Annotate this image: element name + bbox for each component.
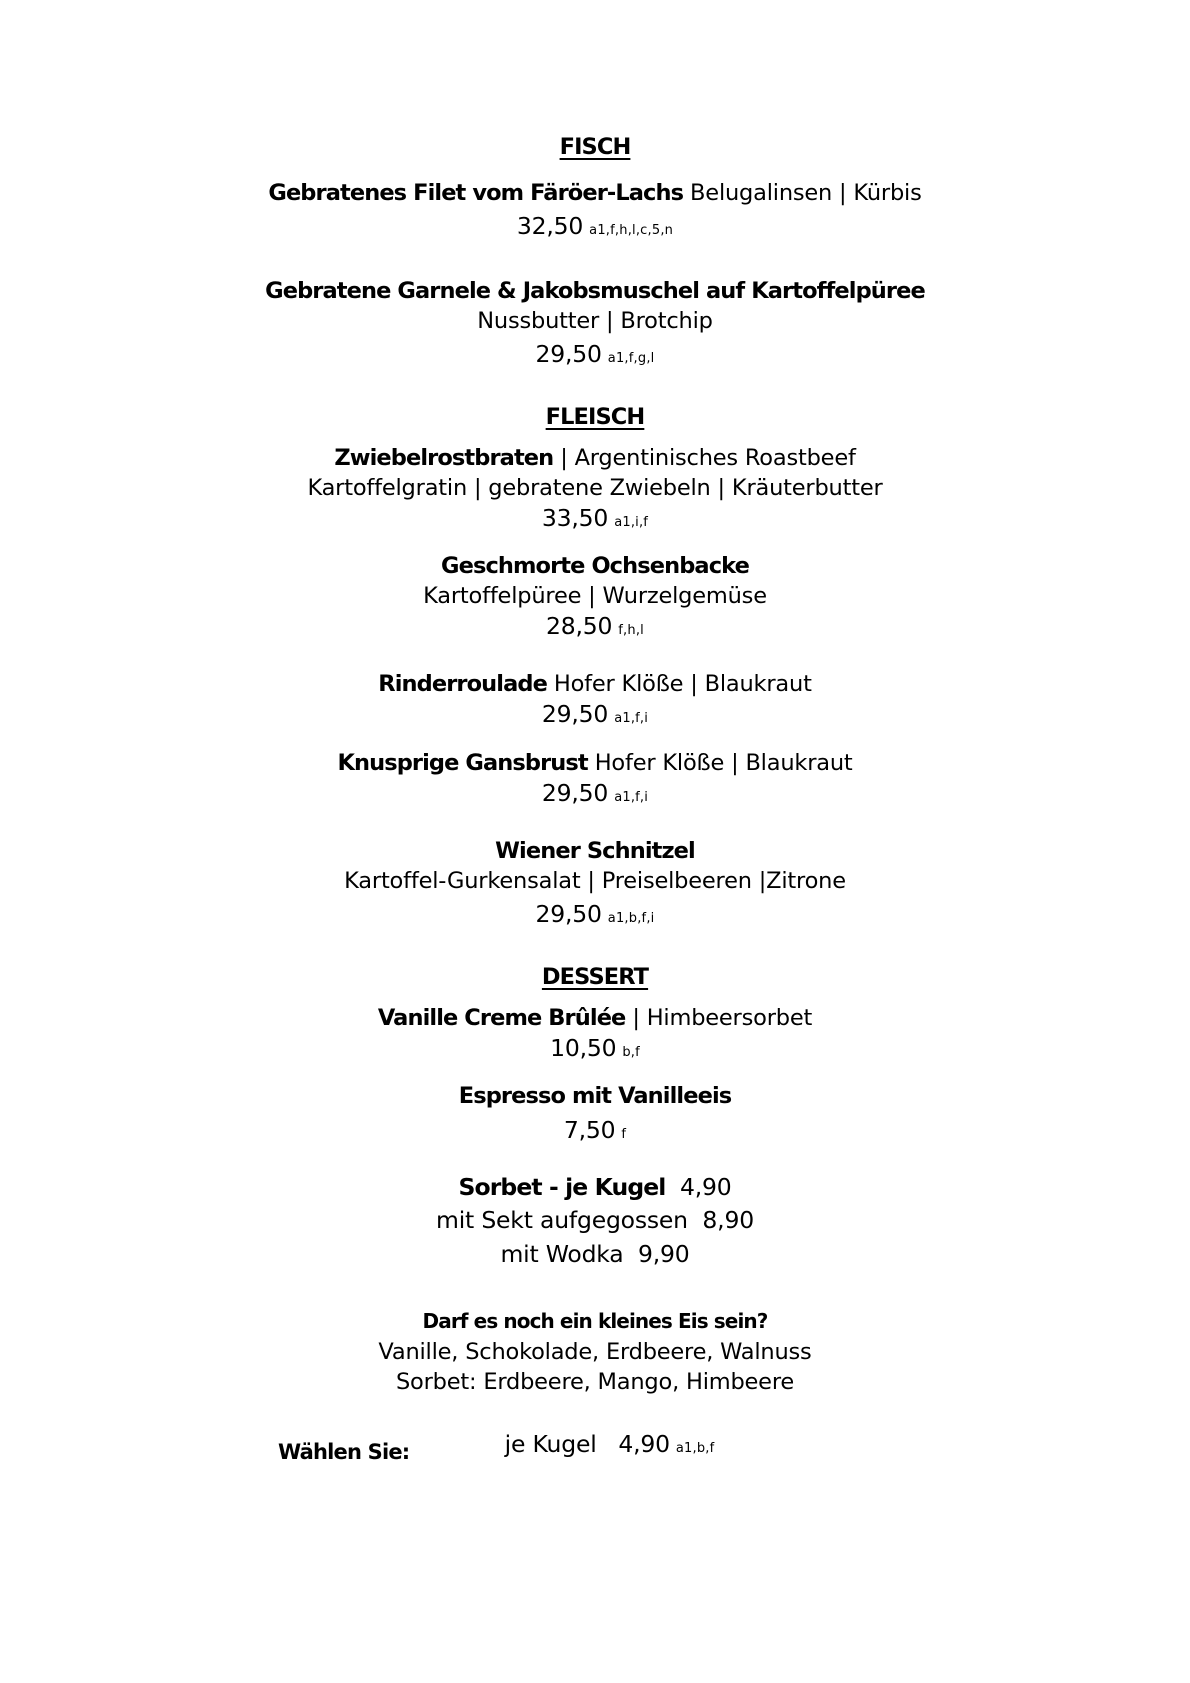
price-line-gansbrust [0,778,1190,813]
eis-sorbet-sorten: Sorbet: Erdbeere, Mango, Himbeere [395,1369,795,1395]
dish-name-ochsenbacke: Geschmorte Ochsenbacke [441,553,749,579]
section-heading-dessert: DESSERT [541,964,649,990]
eis-question: Darf es noch ein kleines Eis sein? [422,1309,768,1333]
allergens: a1,f,g,l [607,351,655,366]
menu-item-sorbet [0,1172,1190,1202]
dish-sides: Hofer Klöße | Blaukraut [546,671,812,697]
dish-name-espresso: Espresso mit Vanilleeis [458,1083,732,1109]
allergens: a1,b,f [675,1441,715,1456]
menu-item-zwiebelrostbraten [0,443,1190,473]
dish-sides-zwiebelrostbraten: Kartoffelgratin | gebratene Zwiebeln | Kräuterbutter [307,475,883,501]
allergens: f [621,1127,627,1142]
price: 29,50 [535,340,602,368]
price-line-zwiebelrostbraten [0,503,1190,538]
dish-sides: | Argentinisches Roastbeef [553,445,856,471]
dish-name: Sorbet - je Kugel [458,1173,666,1201]
price: 10,50 [550,1034,617,1062]
price-line-ochsenbacke [0,611,1190,646]
menu-item-lachs [0,178,1190,208]
dish-name-schnitzel: Wiener Schnitzel [495,838,695,864]
price: je Kugel 4,90 [504,1430,670,1458]
section-heading-fisch: FISCH [559,134,631,160]
dish-name: Vanille Creme Brûlée [377,1005,626,1031]
dish-name: Rinderroulade [378,671,547,697]
price: 29,50 [535,900,602,928]
section-heading-fleisch: FLEISCH [545,404,645,430]
eis-label: Wählen Sie: [278,1440,410,1464]
price-line-schnitzel [0,899,1190,934]
dish-sides-ochsenbacke: Kartoffelpüree | Wurzelgemüse [423,583,767,609]
price-line-garnele [0,339,1190,374]
dish-sides: Hofer Klöße | Blaukraut [587,750,853,776]
dish-sides-garnele: Nussbutter | Brotchip [477,308,713,334]
sorbet-wodka-line: mit Wodka 9,90 [500,1240,690,1268]
allergens: a1,f,i [614,790,649,805]
dish-sides: | Himbeersorbet [625,1005,813,1031]
sorbet-sekt-line: mit Sekt aufgegossen 8,90 [436,1206,754,1234]
price: 28,50 [546,612,613,640]
dish-name: Gebratenes Filet vom Färöer-Lachs [268,180,684,206]
price-line-creme-brulee [0,1033,1190,1068]
dish-sides: Belugalinsen | Kürbis [683,180,922,206]
menu-item-creme-brulee [0,1003,1190,1033]
price: 29,50 [541,779,609,807]
price: 7,50 [563,1116,616,1144]
allergens: a1,b,f,i [607,911,655,926]
allergens: a1,i,f [614,515,649,530]
allergens: b,f [622,1045,640,1060]
price: 33,50 [541,504,609,532]
eis-sorten: Vanille, Schokolade, Erdbeere, Walnuss [378,1339,812,1365]
price-line-espresso [0,1115,1190,1150]
price: 29,50 [541,700,609,728]
dish-name: Zwiebelrostbraten [334,445,554,471]
price: 32,50 [516,212,584,240]
price-line-lachs [0,211,1190,246]
eis-price-line [0,1399,1190,1494]
price: 4,90 [665,1173,732,1201]
menu-item-rinderroulade [0,669,1190,699]
menu-item-gansbrust [0,748,1190,778]
price-line-rinderroulade [0,699,1190,734]
allergens: f,h,l [618,623,644,638]
dish-sides-schnitzel: Kartoffel-Gurkensalat | Preiselbeeren |Zitrone [344,868,846,894]
dish-name: Knusprige Gansbrust [337,750,588,776]
allergens: a1,f,i [614,711,649,726]
allergens: a1,f,h,l,c,5,n [589,223,674,238]
dish-name-garnele: Gebratene Garnele & Jakobsmuschel auf Kartoffelpüree [265,278,925,304]
